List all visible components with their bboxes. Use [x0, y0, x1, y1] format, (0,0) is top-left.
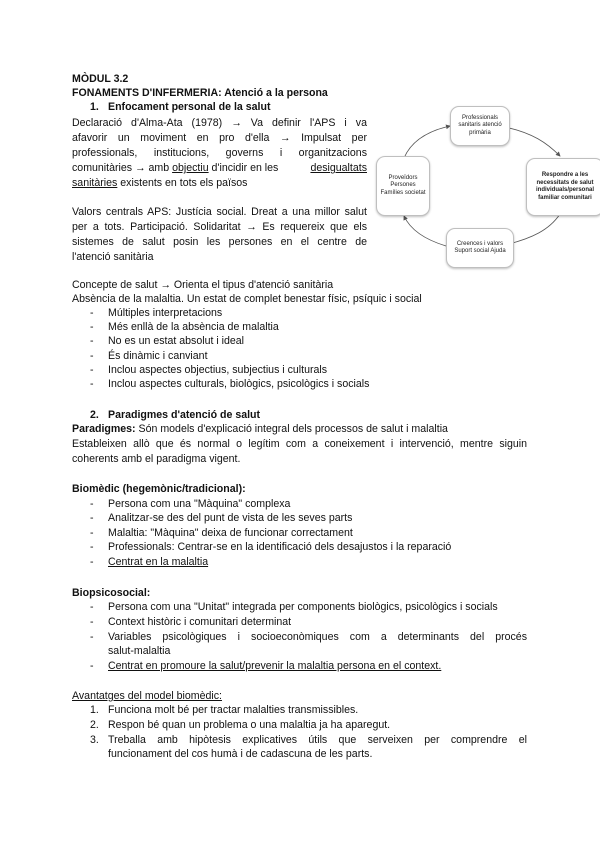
page-title-bold: FONAMENTS D'INFERMERIA:	[72, 87, 222, 99]
advantage-number-2: 2.	[90, 719, 99, 731]
para1-line5-b: existents en tots els països	[117, 177, 248, 189]
node-providers-text: Proveïdors Persones Famílies societat	[380, 174, 426, 196]
dash-marker: -	[90, 556, 94, 568]
dash-marker: -	[90, 350, 94, 362]
node-beliefs-values-text: Creences i valors Suport social Ajuda	[454, 240, 506, 254]
section2-number: 2.	[90, 409, 99, 421]
section1-para1-line3: professionals, institucions, governs i organitzacions	[72, 147, 367, 159]
arrow-left-top	[404, 126, 450, 158]
paradigm-line2: Estableixen allò que és normal o legítim com a coneixement i intervenció, mentre siguin	[72, 438, 527, 450]
dash-marker: -	[90, 527, 94, 539]
dash-marker: -	[90, 512, 94, 524]
concept-bullet-2: Més enllà de la absència de malaltia	[108, 321, 279, 333]
biomedic-bullet-3: Malaltia: "Màquina" deixa de funcionar correctament	[108, 527, 353, 539]
paradigm-line3: coherents amb el paradigma vigent.	[72, 453, 241, 465]
aps-cycle-diagram	[368, 104, 600, 270]
advantage-item-3-line2: funcionament del cos humà i de cadascuna de les parts.	[108, 748, 373, 760]
dash-marker: -	[90, 660, 94, 672]
section2-heading: Paradigmes d'atenció de salut	[108, 409, 261, 421]
desigualtats-text: desigualtats	[310, 162, 367, 174]
biomedic-bullet-4: Professionals: Centrar-se en la identificació dels desajustos i la reparació	[108, 541, 452, 553]
page-title	[72, 86, 328, 100]
biomedic-bullet-1: Persona com una "Màquina" complexa	[108, 498, 291, 510]
biomedic-bullet-5: Centrat en la malaltia	[108, 556, 209, 568]
biopsico-bullet-2: Context històric i comunitari determinat	[108, 616, 292, 628]
concept-line2: Absència de la malaltia. Un estat de complet benestar físic, psíquic i social	[72, 293, 422, 305]
section1-heading: Enfocament personal de la salut	[108, 101, 271, 113]
sanitaries-text: sanitàries	[72, 177, 118, 189]
dash-marker: -	[90, 321, 94, 333]
biomedic-heading: Biomèdic (hegemònic/tradicional):	[72, 483, 246, 495]
biopsico-bullet-3-line2: salut-malaltia	[108, 645, 171, 657]
section1-para2-line4: l'atenció sanitària	[72, 251, 154, 263]
section1-para2-line2: per a tots. Participació. Solidaritat → Es requereix que els	[72, 221, 367, 233]
concept-bullet-6: Inclou aspectes culturals, biològics, psicològics i socials	[108, 378, 370, 390]
biopsico-bullet-4: Centrat en promoure la salut/prevenir la malaltia persona en el context.	[108, 660, 442, 672]
para1-line4-a: comunitàries → amb	[72, 162, 173, 174]
node-beliefs-values	[446, 228, 514, 268]
node-respond-needs	[526, 158, 600, 216]
concept-bullet-4: És dinàmic i canviant	[108, 350, 208, 362]
biopsico-bullet-1: Persona com una "Unitat" integrada per components biològics, psicològics i socials	[108, 601, 498, 613]
advantage-item-3-line1: Treballa amb hipòtesis explicatives útils que serveixen per comprendre el	[108, 734, 527, 746]
node-respond-needs-text: Respondre a les necessitats de salut individuals/personal familiar comunitari	[535, 172, 594, 201]
advantage-number-3: 3.	[90, 734, 99, 746]
dash-marker: -	[90, 335, 94, 347]
section1-number: 1.	[90, 101, 99, 113]
concept-line1: Concepte de salut → Orienta el tipus d'atenció sanitària	[72, 279, 334, 291]
objectiu-text: objectiu	[172, 162, 209, 174]
dash-marker: -	[90, 631, 94, 643]
arrow-bottom-left	[404, 216, 446, 246]
section1-para1-line1: Declaració d'Alma-Ata (1978) → Va definir l'APS i va	[72, 117, 367, 129]
section1-para1-line4	[72, 161, 367, 175]
dash-marker: -	[90, 541, 94, 553]
section1-para1-line5	[72, 176, 247, 190]
concept-bullet-1: Múltiples interpretacions	[108, 307, 223, 319]
advantages-heading: Avantatges del model biomèdic:	[72, 690, 222, 702]
dash-marker: -	[90, 378, 94, 390]
para1-line4-c: d'incidir en les	[208, 162, 279, 174]
dash-marker: -	[90, 364, 94, 376]
advantage-number-1: 1.	[90, 704, 99, 716]
paradigm-def-text: Són models d'explicació integral dels processos de salut i malaltia	[135, 423, 448, 435]
advantage-item-2: Respon bé quan un problema o una malaltia ja ha aparegut.	[108, 719, 391, 731]
biomedic-bullet-2: Analitzar-se des del punt de vista de les seves parts	[108, 512, 353, 524]
node-providers	[376, 156, 430, 216]
biopsico-bullet-3-line1: Variables psicològiques i socioeconòmiques com a determinants del procés	[108, 631, 527, 643]
node-professionals-text: Professionals sanitaris atenció primària	[458, 114, 502, 136]
paradigm-definition	[72, 422, 448, 436]
concept-bullet-3: No es un estat absolut i ideal	[108, 335, 245, 347]
section1-para2-line1: Valors centrals APS: Justícia social. Dreat a una millor salut	[72, 206, 367, 218]
node-professionals	[450, 106, 510, 146]
concept-bullet-5: Inclou aspectes objectius, subjectius i culturals	[108, 364, 328, 376]
section1-para2-line3: sistemes de salut posin les persones en el centre de	[72, 236, 367, 248]
advantage-item-1: Funciona molt bé per tractar malalties transmissibles.	[108, 704, 359, 716]
biopsico-heading: Biopsicosocial:	[72, 587, 151, 599]
page-title-rest: Atenció a la persona	[221, 87, 328, 99]
module-label: MÒDUL 3.2	[72, 73, 129, 85]
dash-marker: -	[90, 307, 94, 319]
dash-marker: -	[90, 616, 94, 628]
section1-para1-line2: afavorir un moviment en pro d'ella → Impulsat per	[72, 132, 367, 144]
dash-marker: -	[90, 498, 94, 510]
dash-marker: -	[90, 601, 94, 613]
paradigm-label: Paradigmes:	[72, 423, 136, 435]
